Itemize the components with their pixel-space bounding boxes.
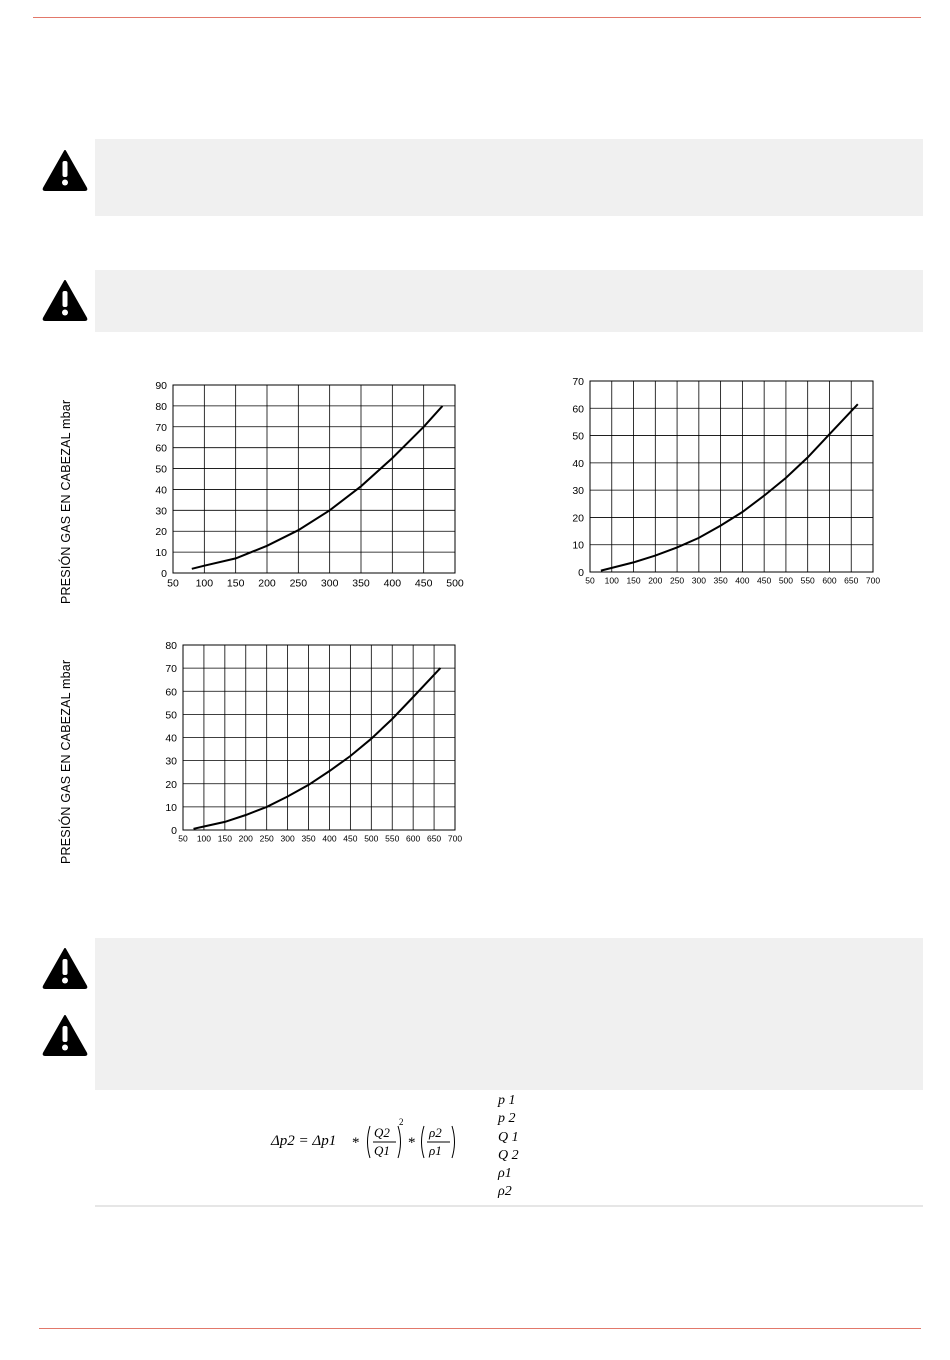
y-tick-label: 60 [572, 403, 584, 416]
warning-panel-2 [95, 270, 923, 332]
x-tick-label: 250 [259, 833, 274, 844]
y-tick-label: 90 [155, 380, 167, 392]
x-tick-label: 50 [585, 575, 595, 586]
x-tick-label: 300 [280, 833, 295, 844]
variable-item: p 1 [498, 1093, 516, 1108]
x-tick-label: 350 [352, 577, 370, 590]
y-tick-label: 30 [155, 505, 167, 518]
warning-triangle-icon [42, 1014, 88, 1056]
warning-triangle-icon [42, 149, 88, 191]
x-tick-label: 250 [669, 575, 685, 586]
fraction2-denominator: ρ1 [429, 1143, 442, 1158]
variable-item: p 2 [498, 1111, 516, 1127]
y-tick-label: 70 [572, 376, 584, 388]
y-tick-label: 60 [155, 442, 167, 455]
x-tick-label: 650 [426, 833, 442, 844]
y-tick-label: 20 [165, 778, 177, 791]
x-tick-label: 300 [320, 577, 339, 590]
y-tick-label: 50 [572, 430, 584, 443]
x-tick-label: 150 [217, 833, 232, 844]
formula-operator-2: * [408, 1135, 416, 1151]
x-tick-label: 700 [865, 575, 881, 586]
y-tick-label: 30 [572, 485, 584, 498]
x-tick-label: 50 [167, 577, 179, 590]
warning-triangle-icon [42, 947, 88, 989]
x-tick-label: 350 [713, 575, 728, 586]
x-tick-label: 150 [226, 577, 245, 590]
y-tick-label: 10 [572, 539, 584, 552]
warning-panel-1 [95, 139, 923, 216]
y-axis-label-bottom: PRESIÓN GAS EN CABEZAL mbar [59, 659, 73, 864]
y-tick-label: 10 [155, 547, 167, 560]
x-tick-label: 550 [385, 833, 400, 844]
x-tick-label: 150 [626, 575, 641, 586]
formula-operator: * [352, 1135, 360, 1151]
x-tick-label: 50 [178, 833, 188, 844]
y-tick-label: 40 [165, 732, 177, 745]
pressure-chart-2 [560, 372, 890, 594]
variable-item: Q 2 [498, 1147, 519, 1163]
y-tick-label: 60 [165, 686, 177, 699]
x-tick-label: 500 [446, 577, 464, 590]
top-rule [33, 17, 921, 18]
y-tick-label: 70 [155, 421, 167, 434]
y-tick-label: 80 [165, 640, 177, 652]
x-tick-label: 700 [447, 833, 463, 844]
y-tick-label: 30 [165, 755, 177, 768]
fraction1-denominator: Q1 [374, 1143, 390, 1158]
x-tick-label: 350 [301, 833, 316, 844]
x-tick-label: 450 [757, 575, 772, 586]
bottom-rule [39, 1328, 921, 1329]
x-tick-label: 100 [195, 577, 214, 590]
x-tick-label: 200 [258, 577, 276, 590]
x-tick-label: 500 [778, 575, 794, 586]
pressure-chart-1 [140, 375, 470, 597]
y-tick-label: 20 [155, 526, 167, 539]
plot-area [590, 381, 873, 572]
fraction2-numerator: ρ2 [429, 1125, 442, 1140]
y-tick-label: 50 [165, 709, 177, 722]
pressure-chart-3 [165, 637, 470, 852]
variable-item: ρ2 [498, 1184, 512, 1200]
x-tick-label: 100 [604, 575, 619, 586]
x-tick-label: 550 [800, 575, 815, 586]
x-tick-label: 450 [414, 577, 433, 590]
y-tick-label: 0 [161, 568, 167, 580]
x-tick-label: 250 [289, 577, 308, 590]
y-tick-label: 40 [155, 484, 167, 497]
y-axis-label-top: PRESIÓN GAS EN CABEZAL mbar [59, 399, 73, 604]
variable-list [498, 1092, 519, 1202]
x-tick-label: 400 [735, 575, 750, 586]
fraction1-numerator: Q2 [374, 1125, 390, 1140]
x-tick-label: 450 [343, 833, 358, 844]
warning-panel-3 [95, 938, 923, 1090]
formula-lhs: Δp2 = Δp1 [271, 1133, 337, 1149]
exponent: 2 [399, 1117, 404, 1127]
y-tick-label: 70 [165, 663, 177, 676]
x-tick-label: 400 [322, 833, 337, 844]
y-tick-label: 50 [155, 463, 167, 476]
x-tick-label: 500 [364, 833, 379, 844]
x-tick-label: 200 [238, 833, 253, 844]
x-tick-label: 100 [196, 833, 212, 844]
y-tick-label: 0 [171, 825, 177, 837]
y-tick-label: 20 [572, 512, 584, 525]
variable-item: ρ1 [498, 1166, 512, 1182]
plot-area [173, 385, 455, 573]
x-tick-label: 600 [822, 575, 837, 586]
x-tick-label: 300 [691, 575, 706, 586]
variable-item: Q 1 [498, 1129, 519, 1145]
x-tick-label: 200 [648, 575, 663, 586]
y-tick-label: 10 [165, 801, 177, 814]
x-tick-label: 600 [406, 833, 421, 844]
warning-triangle-icon [42, 279, 88, 321]
y-tick-label: 0 [578, 567, 584, 579]
x-tick-label: 400 [383, 577, 402, 590]
y-tick-label: 40 [572, 457, 584, 470]
x-tick-label: 650 [844, 575, 859, 586]
y-tick-label: 80 [155, 400, 167, 413]
